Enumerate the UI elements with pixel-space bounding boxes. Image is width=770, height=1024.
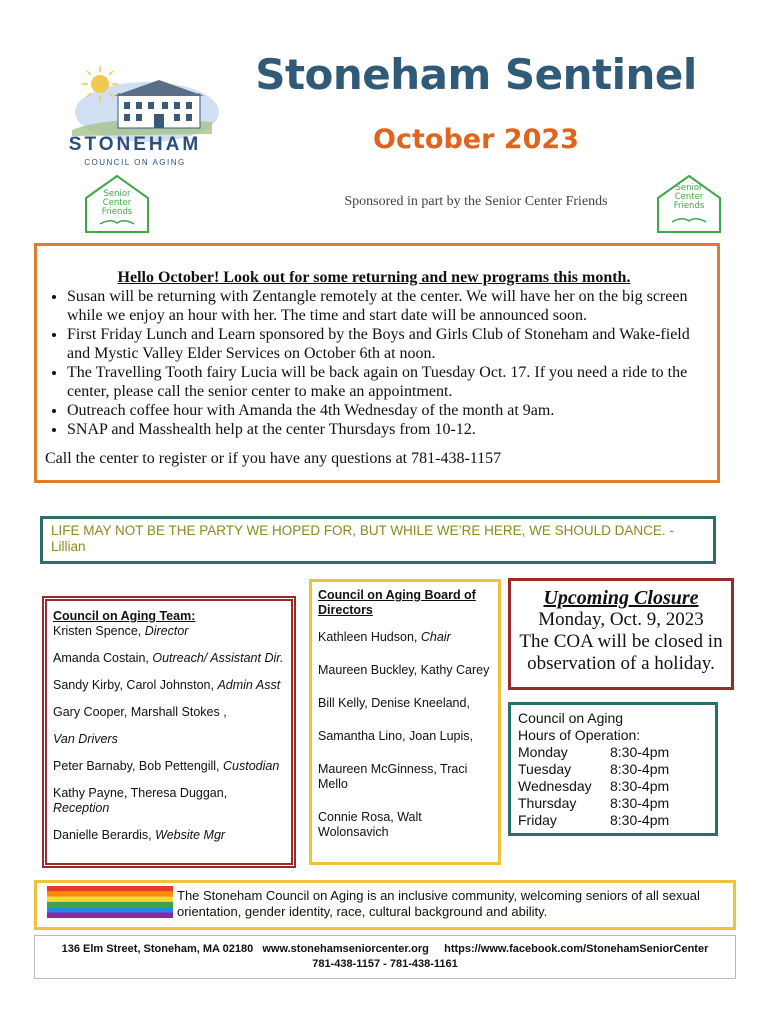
- call-to-register: Call the center to register or if you have any questions at 781-438-1157: [45, 450, 502, 467]
- hours-subtitle: Hours of Operation:: [518, 727, 641, 743]
- board-of-directors-box: [309, 579, 501, 865]
- board-chair: Kathleen Hudson, Chair: [318, 630, 451, 644]
- closure-text: The COA will be closed in observation of a holiday.: [519, 631, 723, 674]
- list-item: • Susan will be returning with Zentangle remotely at the center. We will have her on the big screen while we enjoy an hour with her. The time and start date will be announced soon.: [67, 287, 703, 325]
- inclusive-statement: The Stoneham Council on Aging is an inclusive community, welcoming seniors of all sexual orientation, gender identity, race, cultural background and ability.: [177, 888, 700, 919]
- newsletter-month: October 2023: [373, 124, 579, 155]
- footer-line-1: [35, 942, 735, 957]
- team-row: Kathy Payne, Theresa Duggan, Reception: [53, 786, 228, 815]
- table-row: Monday 8:30-4pm: [518, 744, 670, 760]
- board-member-row: Maureen Buckley, Kathy Carey: [318, 663, 490, 677]
- board-member-row: Bill Kelly, Denise Kneeland,: [318, 696, 470, 710]
- closure-heading: Upcoming Closure: [543, 587, 699, 609]
- board-heading: Council on Aging Board of Directors: [318, 588, 476, 617]
- logo-name: STONEHAM: [68, 134, 202, 155]
- badge-text-3: Friends: [101, 207, 133, 217]
- badge-text-1: Senior: [103, 189, 131, 199]
- inclusive-statement-box: [34, 880, 736, 930]
- closure-date: Monday, Oct. 9, 2023: [538, 609, 704, 630]
- table-row: Wednesday 8:30-4pm: [518, 778, 670, 794]
- badge-text-2: Center: [674, 192, 704, 202]
- senior-center-friends-logo-right: [652, 172, 726, 236]
- list-item: • SNAP and Masshealth help at the center Thursdays from 10-12.: [67, 420, 703, 439]
- team-row: Sandy Kirby, Carol Johnston, Admin Asst: [53, 678, 281, 692]
- team-heading: Council on Aging Team:: [53, 609, 196, 623]
- list-item: • The Travelling Tooth fairy Lucia will be back again on Tuesday Oct. 17. If you need a ride to the center, please call the senior center to make an appointment.: [67, 363, 703, 401]
- announcements-box: [34, 243, 720, 483]
- footer-website-link[interactable]: www.stonehamseniorcenter.org: [262, 943, 429, 955]
- table-row: Tuesday 8:30-4pm: [518, 761, 670, 777]
- upcoming-closure-box: [508, 578, 734, 690]
- newsletter-title: Stoneham Sentinel: [255, 50, 697, 99]
- footer-phones: 781-438-1157 - 781-438-1161: [312, 958, 458, 970]
- team-row: Van Drivers: [53, 732, 118, 746]
- team-row: Gary Cooper, Marshall Stokes ,: [53, 705, 227, 719]
- board-member-row: Maureen McGinness, Traci Mello: [318, 762, 468, 791]
- rainbow-flag-icon: [47, 886, 173, 918]
- badge-text-3: Friends: [673, 201, 705, 211]
- senior-center-friends-logo-left: [80, 172, 154, 236]
- team-row: Danielle Berardis, Website Mgr: [53, 828, 226, 842]
- announcements-list: [45, 287, 703, 439]
- footer: [34, 935, 736, 979]
- list-item: • Outreach coffee hour with Amanda the 4th Wednesday of the month at 9am.: [67, 401, 703, 420]
- table-row: Friday 8:30-4pm: [518, 812, 670, 828]
- sponsor-line: Sponsored in part by the Senior Center Friends: [344, 194, 608, 209]
- team-row: Kristen Spence, Director: [53, 624, 189, 638]
- quote-box: LIFE MAY NOT BE THE PARTY WE HOPED FOR, BUT WHILE WE’RE HERE, WE SHOULD DANCE. - Lillian: [40, 516, 716, 564]
- coa-team-box: [42, 596, 296, 868]
- badge-text-2: Center: [102, 198, 132, 208]
- hours-title: Council on Aging: [518, 710, 624, 726]
- logo-subtitle: COUNCIL ON AGING: [84, 158, 186, 167]
- board-member-row: Connie Rosa, Walt Wolonsavich: [318, 810, 422, 839]
- team-row: Amanda Costain, Outreach/ Assistant Dir.: [53, 651, 284, 665]
- board-member-row: Samantha Lino, Joan Lupis,: [318, 729, 473, 743]
- list-item: • First Friday Lunch and Learn sponsored by the Boys and Girls Club of Stoneham and Wake-field and Mystic Valley Elder Services on October 6th at noon.: [67, 325, 703, 363]
- hours-box: [508, 702, 718, 836]
- table-row: Thursday 8:30-4pm: [518, 795, 670, 811]
- footer-address: 136 Elm Street, Stoneham, MA 02180: [61, 943, 254, 955]
- footer-facebook-link[interactable]: https://www.facebook.com/StonehamSeniorCenter: [444, 943, 709, 955]
- announcements-heading: Hello October! Look out for some returning and new programs this month.: [117, 269, 631, 286]
- hours-table: [518, 744, 669, 829]
- team-row: Peter Barnaby, Bob Pettengill, Custodian: [53, 759, 280, 773]
- badge-text-1: Senior: [675, 183, 703, 193]
